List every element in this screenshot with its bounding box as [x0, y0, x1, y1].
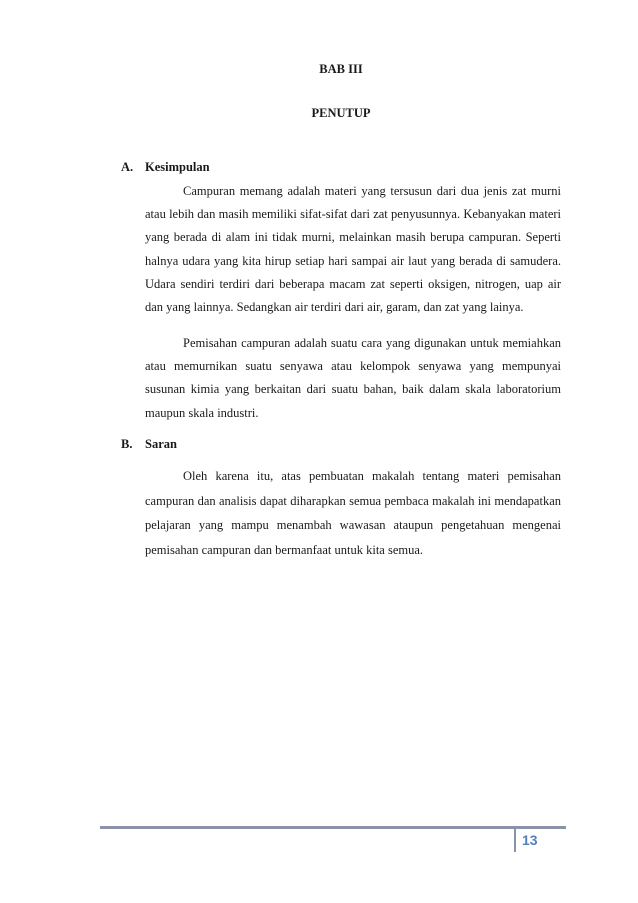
section-title: Saran	[145, 437, 177, 451]
paragraph-kesimpulan-1: Campuran memang adalah materi yang tersusun dari dua jenis zat murni atau lebih dan masih memiliki sifat-sifat dari zat penyusunnya. Kebanyakan materi yang berada di alam ini tidak murni, melainkan masih berupa campuran. Seperti halnya udara yang kita hirup setiap hari sampai air laut yang berada di samudera. Udara sendiri terdiri dari beberapa macam zat seperti oksigen, nitrogen, uap air dan yang lainnya. Sedangkan air terdiri dari air, garam, dan zat yang lainya.	[145, 184, 561, 315]
chapter-title: PENUTUP	[311, 106, 371, 120]
section-letter: A.	[121, 160, 134, 174]
section-heading-saran	[121, 437, 177, 452]
chapter-number: BAB III	[319, 62, 363, 76]
page-number: 13	[522, 832, 538, 848]
paragraph-kesimpulan-2: Pemisahan campuran adalah suatu cara yang digunakan untuk memiahkan atau memurnikan suatu senyawa atau kelompok senyawa yang mempunyai susunan kimia yang berkaitan dari suatu bahan, baik dalam skala laboratorium maupun skala industri.	[145, 336, 561, 420]
section-letter: B.	[121, 437, 133, 451]
section-heading-kesimpulan	[121, 160, 210, 175]
section-title: Kesimpulan	[145, 160, 210, 174]
paragraph-saran-1: Oleh karena itu, atas pembuatan makalah tentang materi pemisahan campuran dan analisis dapat diharapkan semua pembaca makalah ini mendapatkan pelajaran yang mampu menambah wawasan ataupun pengetahuan mengenai pemisahan campuran dan bermanfaat untuk kita semua.	[145, 469, 561, 557]
footer-rule	[100, 826, 566, 829]
